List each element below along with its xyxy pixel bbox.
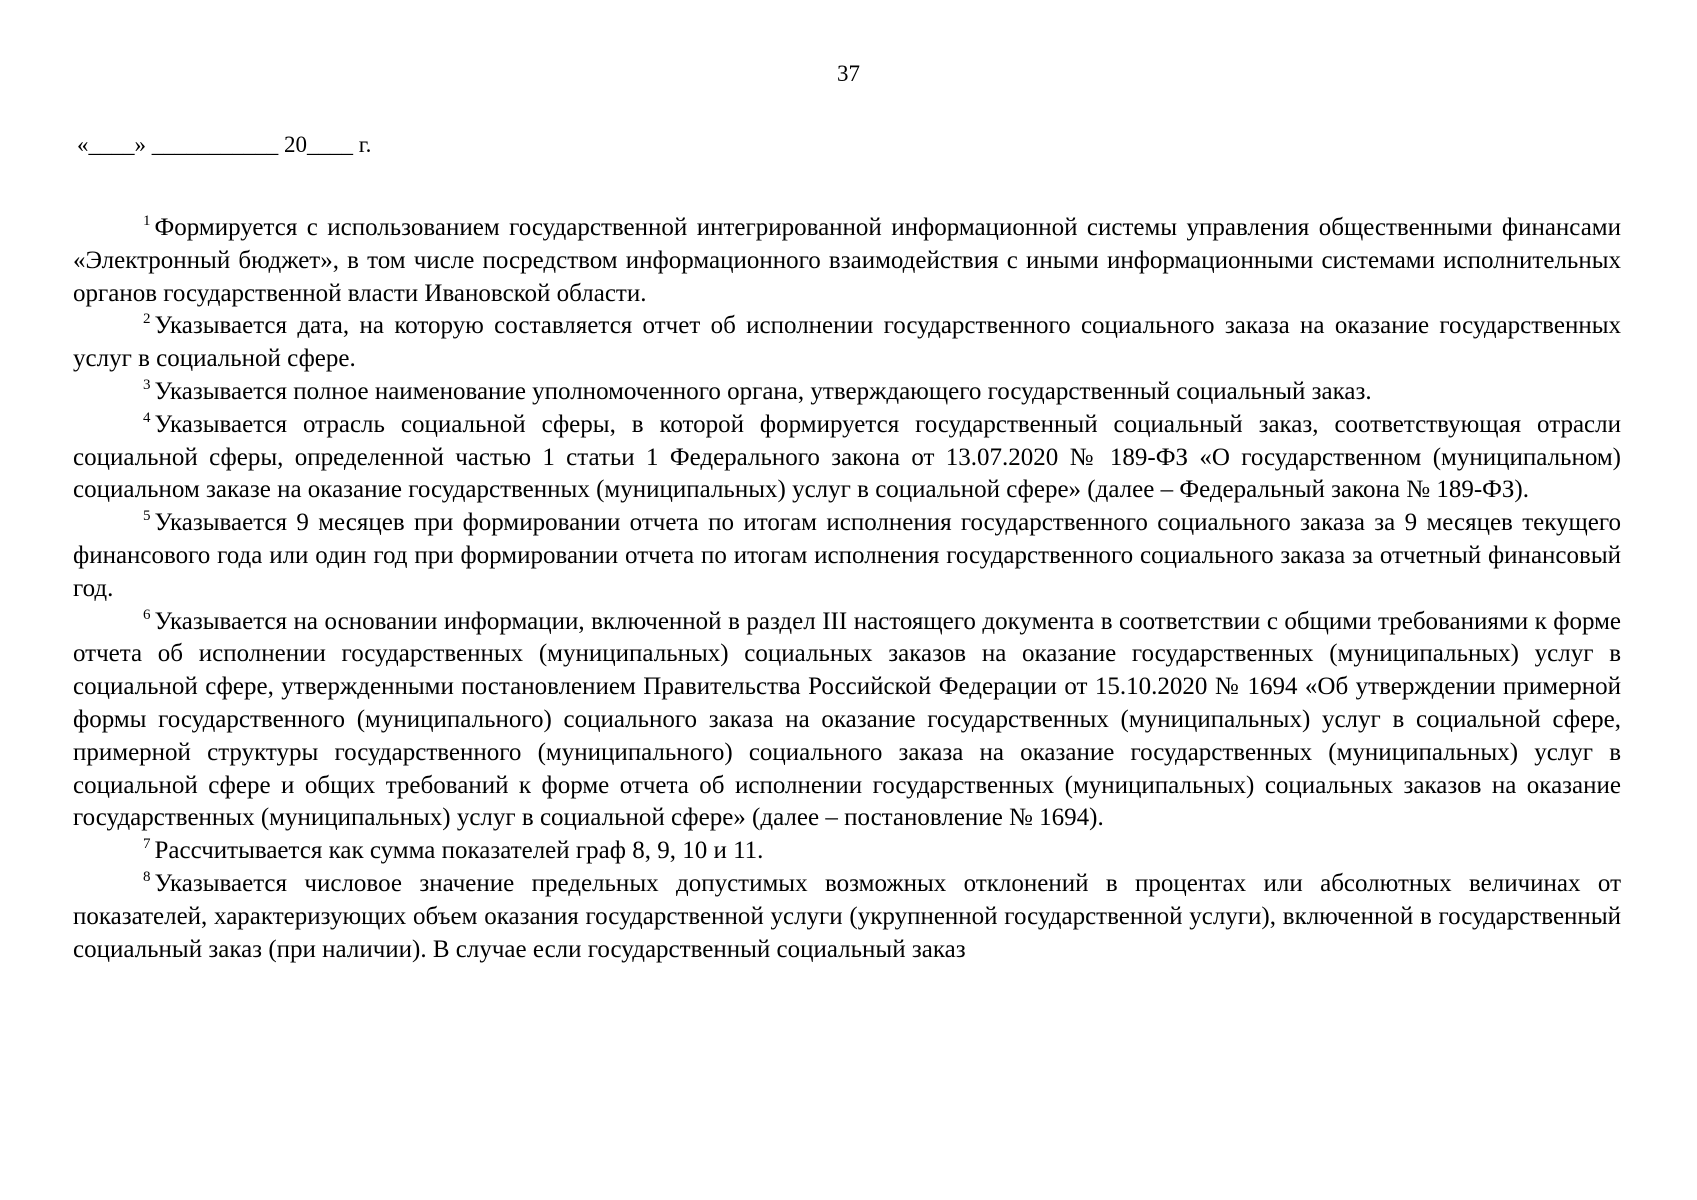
- page-number: 37: [837, 61, 860, 86]
- footnote-text: Указывается отрасль социальной сферы, в которой формируется государственный социальный заказ, соответствующая отрасли социальной сферы, определенной частью 1 статьи 1 Федерального закона от 13.07.2020 № 189-ФЗ «О государственном (муниципальном) социальном заказе на оказание государственных (муниципальных) услуг в социальной сфере» (далее – Федеральный закона № 189-ФЗ).: [73, 410, 1621, 504]
- footnotes-section: [73, 212, 1621, 966]
- footnote-3: [73, 376, 1621, 409]
- footnote-text: Рассчитывается как сумма показателей граф 8, 9, 10 и 11.: [154, 837, 764, 865]
- footnote-6: [73, 606, 1621, 836]
- footnote-text: Указывается 9 месяцев при формировании отчета по итогам исполнения государственного социального заказа за 9 месяцев текущего финансового года или один год при формировании отчета по итогам исполнения государственного социального заказа за отчетный финансовый год.: [73, 509, 1621, 602]
- footnote-marker: 7: [143, 836, 151, 853]
- footnote-7: [73, 835, 1621, 868]
- footnote-8: [73, 868, 1621, 966]
- footnote-4: [73, 409, 1621, 507]
- footnote-5: [73, 507, 1621, 605]
- footnote-text: Указывается дата, на которую составляется отчет об исполнении государственного социального заказа на оказание государственных услуг в социальной сфере.: [73, 312, 1621, 373]
- footnote-1: [73, 212, 1621, 310]
- footnote-2: [73, 310, 1621, 376]
- footnote-marker: 3: [143, 376, 151, 393]
- footnote-text: Указывается на основании информации, включенной в раздел III настоящего документа в соответствии с общими требованиями к форме отчета об исполнении государственных (муниципальных) социальных заказов на оказание государственных (муниципальных) услуг в социальной сфере, утвержденными постановлением Правительства Российской Федерации от 15.10.2020 № 1694 «Об утверждении примерной формы государственного (муниципального) социального заказа на оказание государственных (муниципальных) услуг в социальной сфере, примерной структуры государственного (муниципального) социального заказа на оказание государственных (муниципальных) услуг в социальной сфере и общих требований к форме отчета об исполнении государственных (муниципальных) социальных заказов на оказание государственных (муниципальных) услуг в социальной сфере» (далее – постановление № 1694).: [73, 607, 1621, 832]
- footnote-marker: 8: [143, 868, 151, 885]
- footnote-marker: 5: [143, 508, 151, 525]
- date-line: «____» ___________ 20____ г.: [77, 132, 372, 157]
- footnote-text: Формируется с использованием государственной интегрированной информационной системы управления общественными финансами «Электронный бюджет», в том числе посредством информационного взаимодействия с иными информационными системами исполнительных органов государственной власти Ивановской области.: [73, 214, 1621, 307]
- footnote-text: Указывается числовое значение предельных допустимых возможных отклонений в процентах или абсолютных величинах от показателей, характеризующих объем оказания государственной услуги (укрупненной государственной услуги), включенной в государственный социальный заказ (при наличии). В случае если государственный социальный заказ: [73, 869, 1621, 963]
- footnote-marker: 6: [143, 606, 151, 623]
- footnote-text: Указывается полное наименование уполномоченного органа, утверждающего государственный социальный заказ.: [154, 377, 1372, 405]
- footnote-marker: 1: [143, 213, 151, 229]
- footnote-marker: 4: [143, 409, 151, 426]
- footnote-marker: 2: [143, 311, 151, 328]
